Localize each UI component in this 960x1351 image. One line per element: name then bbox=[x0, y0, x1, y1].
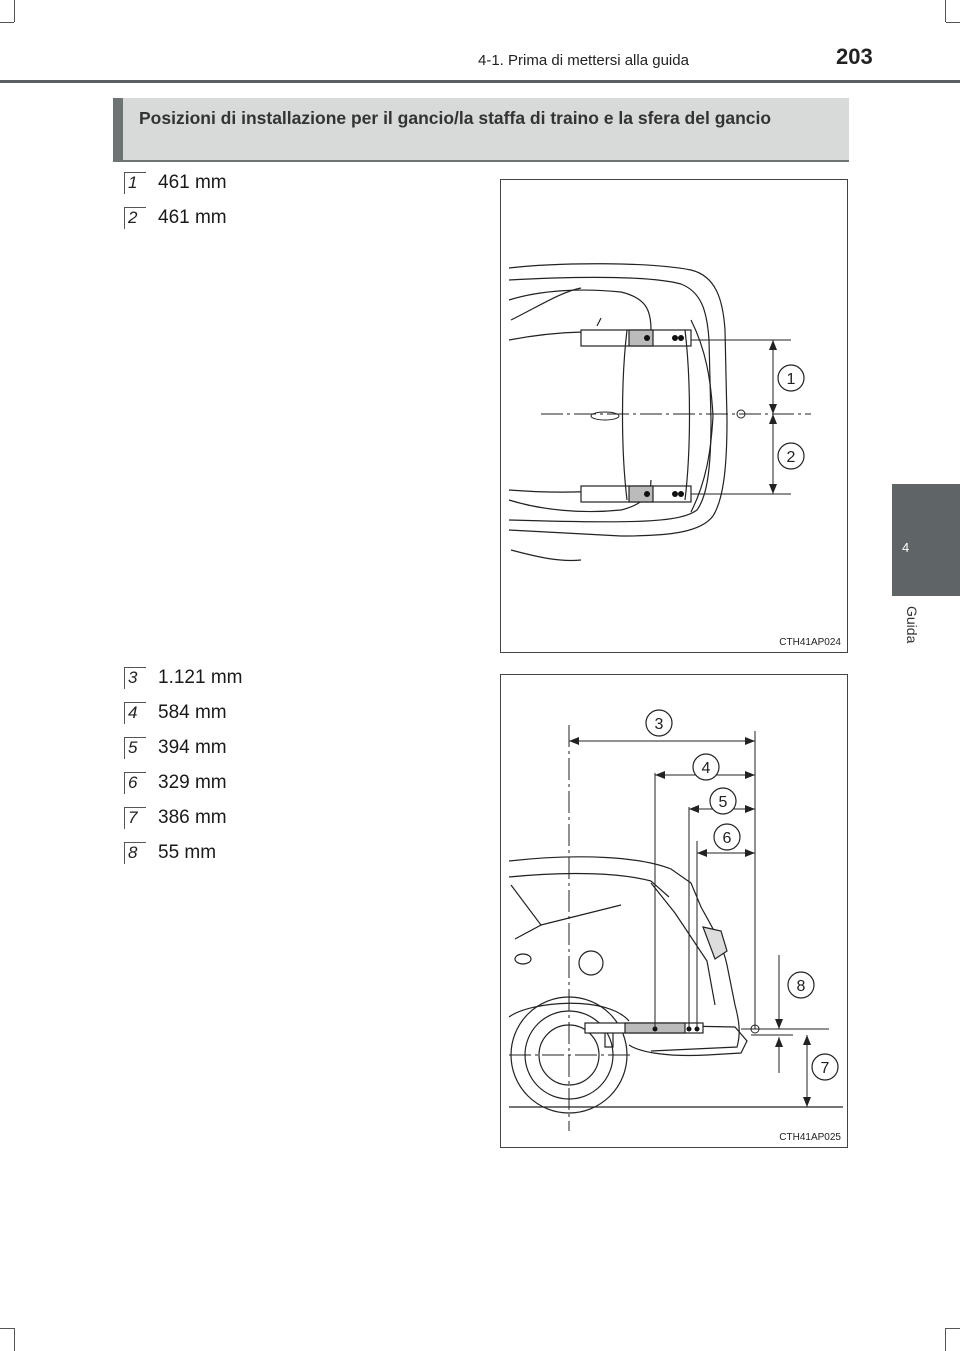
item-value: 329 mm bbox=[158, 772, 227, 793]
item-number: 6 bbox=[124, 772, 146, 794]
crop-mark bbox=[14, 0, 15, 22]
page-number: 203 bbox=[836, 44, 873, 69]
top-view-illustration bbox=[501, 180, 846, 651]
figure-side-view bbox=[500, 674, 848, 1148]
item-value: 1.121 mm bbox=[158, 667, 243, 688]
callout-label: 7 bbox=[820, 1060, 830, 1077]
crop-mark bbox=[945, 0, 946, 22]
section-title: Posizioni di installazione per il gancio/la staffa di traino e la sfera del gancio bbox=[139, 108, 772, 128]
item-value: 461 mm bbox=[158, 207, 227, 228]
side-view-illustration bbox=[501, 675, 846, 1146]
figure-code: CTH41AP025 bbox=[779, 1132, 841, 1143]
callout-marker bbox=[788, 972, 814, 998]
callout-label: 8 bbox=[796, 978, 806, 995]
item-value: 394 mm bbox=[158, 737, 227, 758]
callout-marker bbox=[714, 824, 740, 850]
item-number: 7 bbox=[124, 807, 146, 829]
item-value: 386 mm bbox=[158, 807, 227, 828]
figure-top-view bbox=[500, 179, 848, 653]
item-value: 55 mm bbox=[158, 842, 217, 863]
item-value: 584 mm bbox=[158, 702, 227, 723]
item-number: 4 bbox=[124, 702, 146, 724]
callout-label: 1 bbox=[786, 371, 796, 388]
header-rule bbox=[0, 80, 960, 83]
callout-label: 6 bbox=[722, 830, 732, 847]
callout-marker bbox=[693, 754, 719, 780]
item-number: 2 bbox=[124, 207, 146, 229]
callout-label: 4 bbox=[701, 760, 711, 777]
running-header: 4-1. Prima di mettersi alla guida bbox=[478, 52, 689, 69]
crop-mark bbox=[945, 1328, 946, 1351]
callout-label: 3 bbox=[654, 716, 664, 733]
crop-mark bbox=[946, 1328, 960, 1329]
chapter-number: 4 bbox=[902, 540, 910, 555]
item-value: 461 mm bbox=[158, 172, 227, 193]
item-number: 8 bbox=[124, 842, 146, 864]
crop-mark bbox=[0, 22, 14, 23]
callout-label: 5 bbox=[718, 794, 728, 811]
callout-marker bbox=[778, 365, 804, 391]
crop-mark bbox=[946, 22, 960, 23]
section-heading-box bbox=[113, 98, 849, 162]
callout-marker bbox=[778, 443, 804, 469]
callout-marker bbox=[710, 788, 736, 814]
crop-mark bbox=[0, 1328, 14, 1329]
item-number: 3 bbox=[124, 667, 146, 689]
chapter-label: Guida bbox=[904, 606, 920, 644]
item-number: 5 bbox=[124, 737, 146, 759]
item-number: 1 bbox=[124, 172, 146, 194]
callout-marker bbox=[646, 710, 672, 736]
crop-mark bbox=[14, 1328, 15, 1351]
callout-marker bbox=[812, 1054, 838, 1080]
figure-code: CTH41AP024 bbox=[779, 637, 841, 648]
callout-label: 2 bbox=[786, 449, 796, 466]
